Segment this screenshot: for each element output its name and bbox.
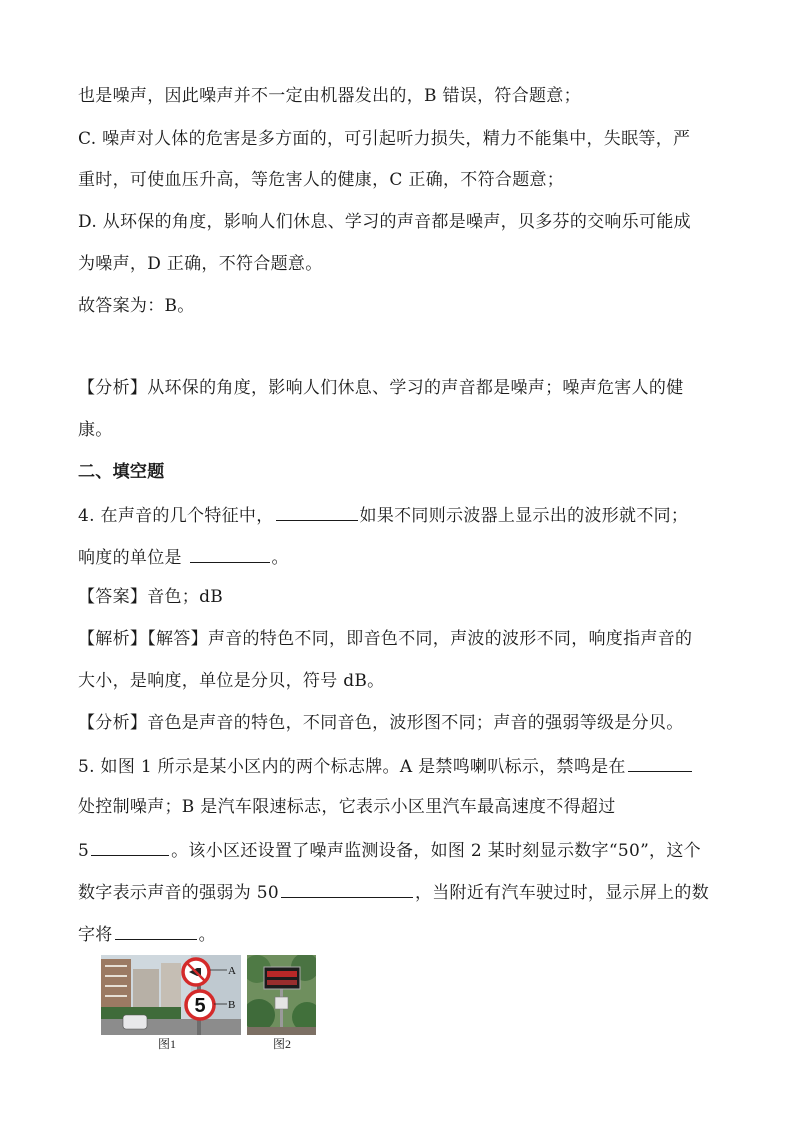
q4-blank-2[interactable] (190, 544, 270, 563)
noise-display-board (264, 967, 300, 989)
q5-text-1: 5. 如图 1 所示是某小区内的两个标志牌。A 是禁鸣喇叭标示，禁鸣是在 (78, 757, 626, 777)
q4-text-1b: 如果不同则示波器上显示出的波形就不同； (359, 506, 689, 526)
q5-question-line-2: 处控制噪声；B 是汽车限速标志，它表示小区里汽车最高速度不得超过 (78, 797, 616, 817)
figure-2-photo (247, 955, 316, 1035)
q4-analysis: 【分析】音色是声音的特色，不同音色，波形图不同；声音的强弱等级是分贝。 (78, 713, 684, 733)
q4-text-2a: 响度的单位是 (78, 548, 188, 568)
q3-answer: 故答案为：B。 (78, 296, 195, 316)
q3-explanation-line-1: 也是噪声，因此噪声并不一定由机器发出的，B 错误，符合题意； (78, 86, 581, 106)
q4-question-line-1 (78, 502, 688, 528)
q3-analysis-line-2: 康。 (78, 420, 113, 440)
figure-1-photo (101, 955, 241, 1035)
road (101, 1019, 241, 1035)
q5-blank-4[interactable] (115, 921, 197, 940)
q4-explanation-line-2: 大小，是响度，单位是分贝，符号 dB。 (78, 671, 385, 691)
speed-limit-number: 5 (194, 995, 206, 1017)
figure-1-caption: 图1 (158, 1037, 177, 1051)
q5-text-3a: 5 (78, 841, 90, 861)
q5-question-line-4 (78, 879, 709, 905)
q5-text-5b: 。 (198, 925, 216, 945)
q3-option-c-line-2: 重时，可使血压升高，等危害人的健康，C 正确，不符合题意； (78, 170, 565, 190)
q3-analysis-line-1: 【分析】从环保的角度，影响人们休息、学习的声音都是噪声；噪声危害人的健 (78, 378, 684, 398)
figure-2-caption: 图2 (273, 1037, 292, 1051)
q5-blank-3[interactable] (281, 879, 413, 898)
q3-option-d-line-1: D. 从环保的角度，影响人们休息、学习的声音都是噪声，贝多芬的交响乐可能成 (78, 212, 691, 232)
q5-blank-2[interactable] (91, 837, 169, 856)
q3-option-d-line-2: 为噪声，D 正确，不符合题意。 (78, 254, 323, 274)
car (123, 1015, 147, 1029)
q5-question-line-5 (78, 921, 216, 947)
q4-text-1a: 4. 在声音的几个特征中， (78, 506, 274, 526)
label-a: A (228, 965, 236, 977)
q4-blank-1[interactable] (276, 502, 358, 521)
q4-answer: 【答案】音色；dB (78, 587, 224, 607)
q5-text-3b: 。该小区还设置了噪声监测设备，如图 2 某时刻显示数字“50”，这个 (171, 841, 701, 861)
q4-text-2b: 。 (271, 548, 289, 568)
q5-text-4b: ，当附近有汽车驶过时，显示屏上的数 (414, 883, 710, 903)
q5-text-5a: 字将 (78, 925, 113, 945)
section-title: 二、填空题 (78, 462, 165, 482)
q5-blank-1[interactable] (628, 753, 692, 772)
q5-question-line-3 (78, 837, 701, 863)
q4-explanation-line-1: 【解析】【解答】声音的特色不同，即音色不同，声波的波形不同，响度指声音的 (78, 629, 693, 649)
sensor-box (275, 997, 288, 1009)
q5-question-line-1 (78, 753, 694, 779)
q5-text-4a: 数字表示声音的强弱为 50 (78, 883, 279, 903)
q4-question-line-2 (78, 544, 289, 570)
label-b: B (228, 999, 236, 1011)
q3-option-c-line-1: C. 噪声对人体的危害是多方面的，可引起听力损失，精力不能集中，失眠等，严 (78, 129, 691, 149)
